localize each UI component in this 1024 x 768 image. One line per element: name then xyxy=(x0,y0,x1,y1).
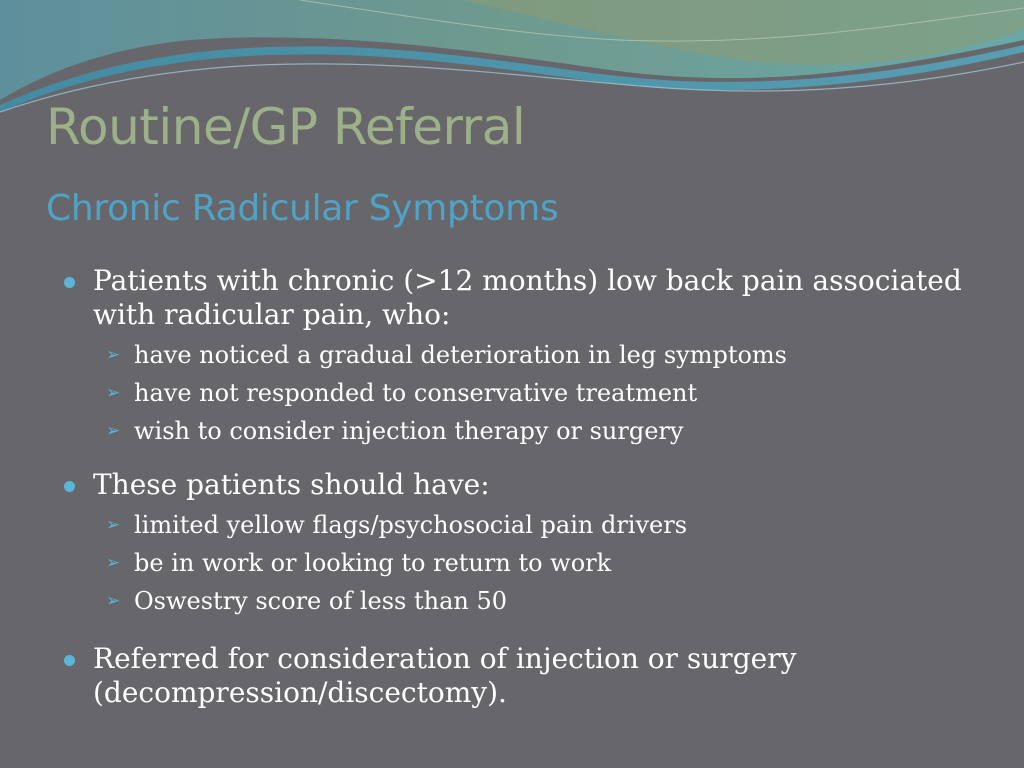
bullet-list xyxy=(62,264,962,710)
arrowhead-bullet-icon: ➢ xyxy=(106,515,121,535)
arrowhead-bullet-icon: ➢ xyxy=(106,421,121,441)
arrowhead-bullet-icon: ➢ xyxy=(106,591,121,611)
sub-bullet-item xyxy=(106,412,962,450)
bullet-text: These patients should have: xyxy=(93,468,490,501)
sub-bullet-text: have noticed a gradual deterioration in leg symptoms xyxy=(134,341,787,369)
sub-bullet-text: limited yellow flags/psychosocial pain drivers xyxy=(134,511,688,539)
bullet-text: Referred for consideration of injection or surgery (decompression/discectomy). xyxy=(93,642,797,709)
bullet-item xyxy=(62,642,962,710)
sub-bullet-text: be in work or looking to return to work xyxy=(134,549,612,577)
round-bullet-icon xyxy=(64,481,75,492)
bullet-item xyxy=(62,264,962,332)
sub-bullet-text: Oswestry score of less than 50 xyxy=(134,587,508,615)
sub-bullet-item xyxy=(106,544,962,582)
arrowhead-bullet-icon: ➢ xyxy=(106,345,121,365)
sub-bullet-list xyxy=(106,336,962,450)
sub-bullet-list xyxy=(106,506,962,620)
slide-subtitle: Chronic Radicular Symptoms xyxy=(46,188,559,229)
bullet-text: Patients with chronic (>12 months) low back pain associated with radicular pain, who: xyxy=(93,264,962,331)
round-bullet-icon xyxy=(64,655,75,666)
round-bullet-icon xyxy=(64,277,75,288)
slide-title: Routine/GP Referral xyxy=(46,98,526,156)
sub-bullet-item xyxy=(106,374,962,412)
sub-bullet-item xyxy=(106,506,962,544)
sub-bullet-item xyxy=(106,582,962,620)
sub-bullet-text: wish to consider injection therapy or surgery xyxy=(134,417,684,445)
bullet-item xyxy=(62,468,962,502)
sub-bullet-item xyxy=(106,336,962,374)
sub-bullet-text: have not responded to conservative treatment xyxy=(134,379,698,407)
arrowhead-bullet-icon: ➢ xyxy=(106,383,121,403)
arrowhead-bullet-icon: ➢ xyxy=(106,553,121,573)
